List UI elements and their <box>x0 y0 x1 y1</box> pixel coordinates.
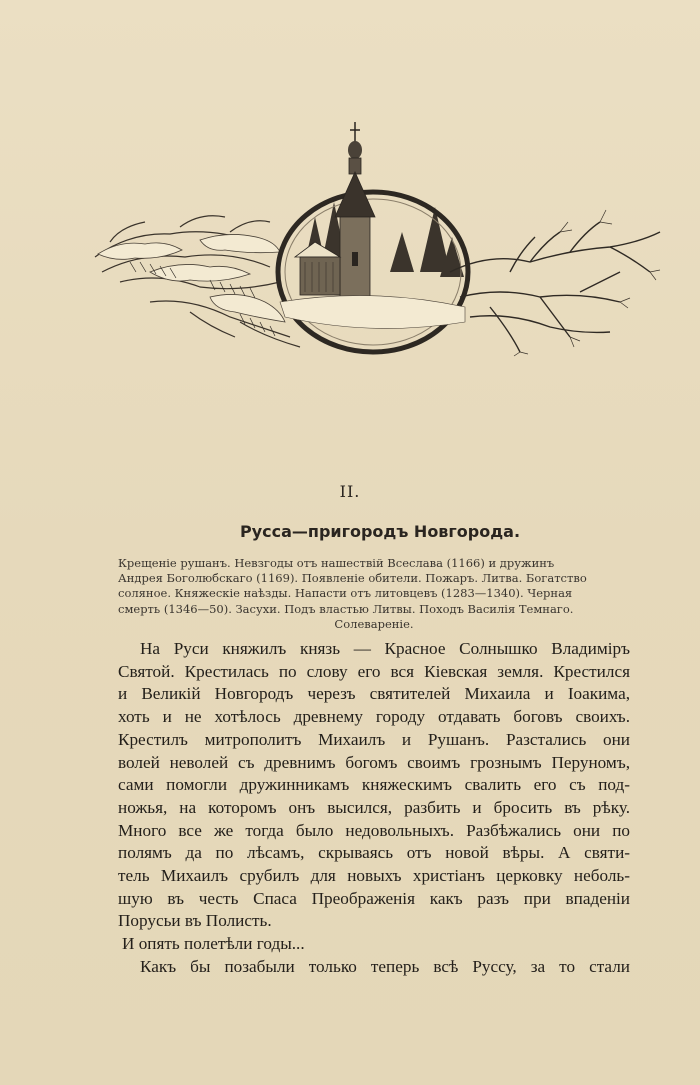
body-text <box>118 638 630 979</box>
body-line: шую въ честь Спаса Преображенія какъ разъ при впаденіи <box>118 888 630 908</box>
body-line: ножья, на которомъ онъ высился, разбить и бросить въ рѣку. <box>118 797 630 817</box>
body-line: сами помогли дружинникамъ княжескимъ свалить его съ под- <box>118 775 630 795</box>
body-line: и Великій Новгородъ черезъ святителей Михаила и Іоакима, <box>118 684 630 704</box>
summary-line: Крещеніе рушанъ. Невзгоды отъ нашествій Всеслава (1166) и дружинъ <box>118 556 555 570</box>
body-line: Много все же тогда было недовольныхъ. Разбѣжались они по <box>118 820 630 840</box>
summary-line: смерть (1346—50). Засухи. Подъ властью Литвы. Походъ Василія Темнаго. <box>118 601 574 616</box>
body-line: Крестилъ митрополитъ Михаилъ и Рушанъ. Разстались они <box>118 729 630 749</box>
chapter-title: Русса—пригородъ Новгорода. <box>239 522 521 541</box>
snow-clumps-left <box>98 234 285 322</box>
snowy-branches-left <box>95 216 300 347</box>
church-vignette-illustration <box>90 122 665 357</box>
body-line: И опять полетѣли годы... <box>122 934 305 954</box>
bare-branches-right <box>450 222 660 352</box>
body-line: На Руси княжилъ князь — Красное Солнышко Владиміръ <box>140 639 630 658</box>
summary-line: Андрея Боголюбскаго (1169). Появленіе обители. Пожаръ. Литва. Богатство <box>118 571 587 586</box>
body-line: волей неволей съ древнимъ богомъ своимъ грознымъ Перуномъ, <box>118 752 630 772</box>
body-line: полямъ да по лѣсамъ, скрываясь отъ новой вѣры. А святи- <box>118 843 630 863</box>
chapter-number: II. <box>339 482 361 501</box>
body-line: Святой. Крестилась по слову его вся Кіевская земля. Крестился <box>118 661 630 681</box>
body-line: хоть и не хотѣлось древнему городу отдавать боговъ своихъ. <box>118 707 630 727</box>
summary-line: соляное. Княжескіе наѣзды. Напасти отъ литовцевъ (1283—1340). Черная <box>118 586 573 601</box>
body-line: Порусьи въ Полисть. <box>118 911 272 931</box>
summary-line: Солевареніе. <box>334 616 414 631</box>
chapter-summary <box>118 556 630 632</box>
body-line: Какъ бы позабыли только теперь всѣ Руссу, за то стали <box>140 956 630 976</box>
body-line: тель Михаилъ срубилъ для новыхъ христіанъ церковку неболь- <box>118 866 630 886</box>
